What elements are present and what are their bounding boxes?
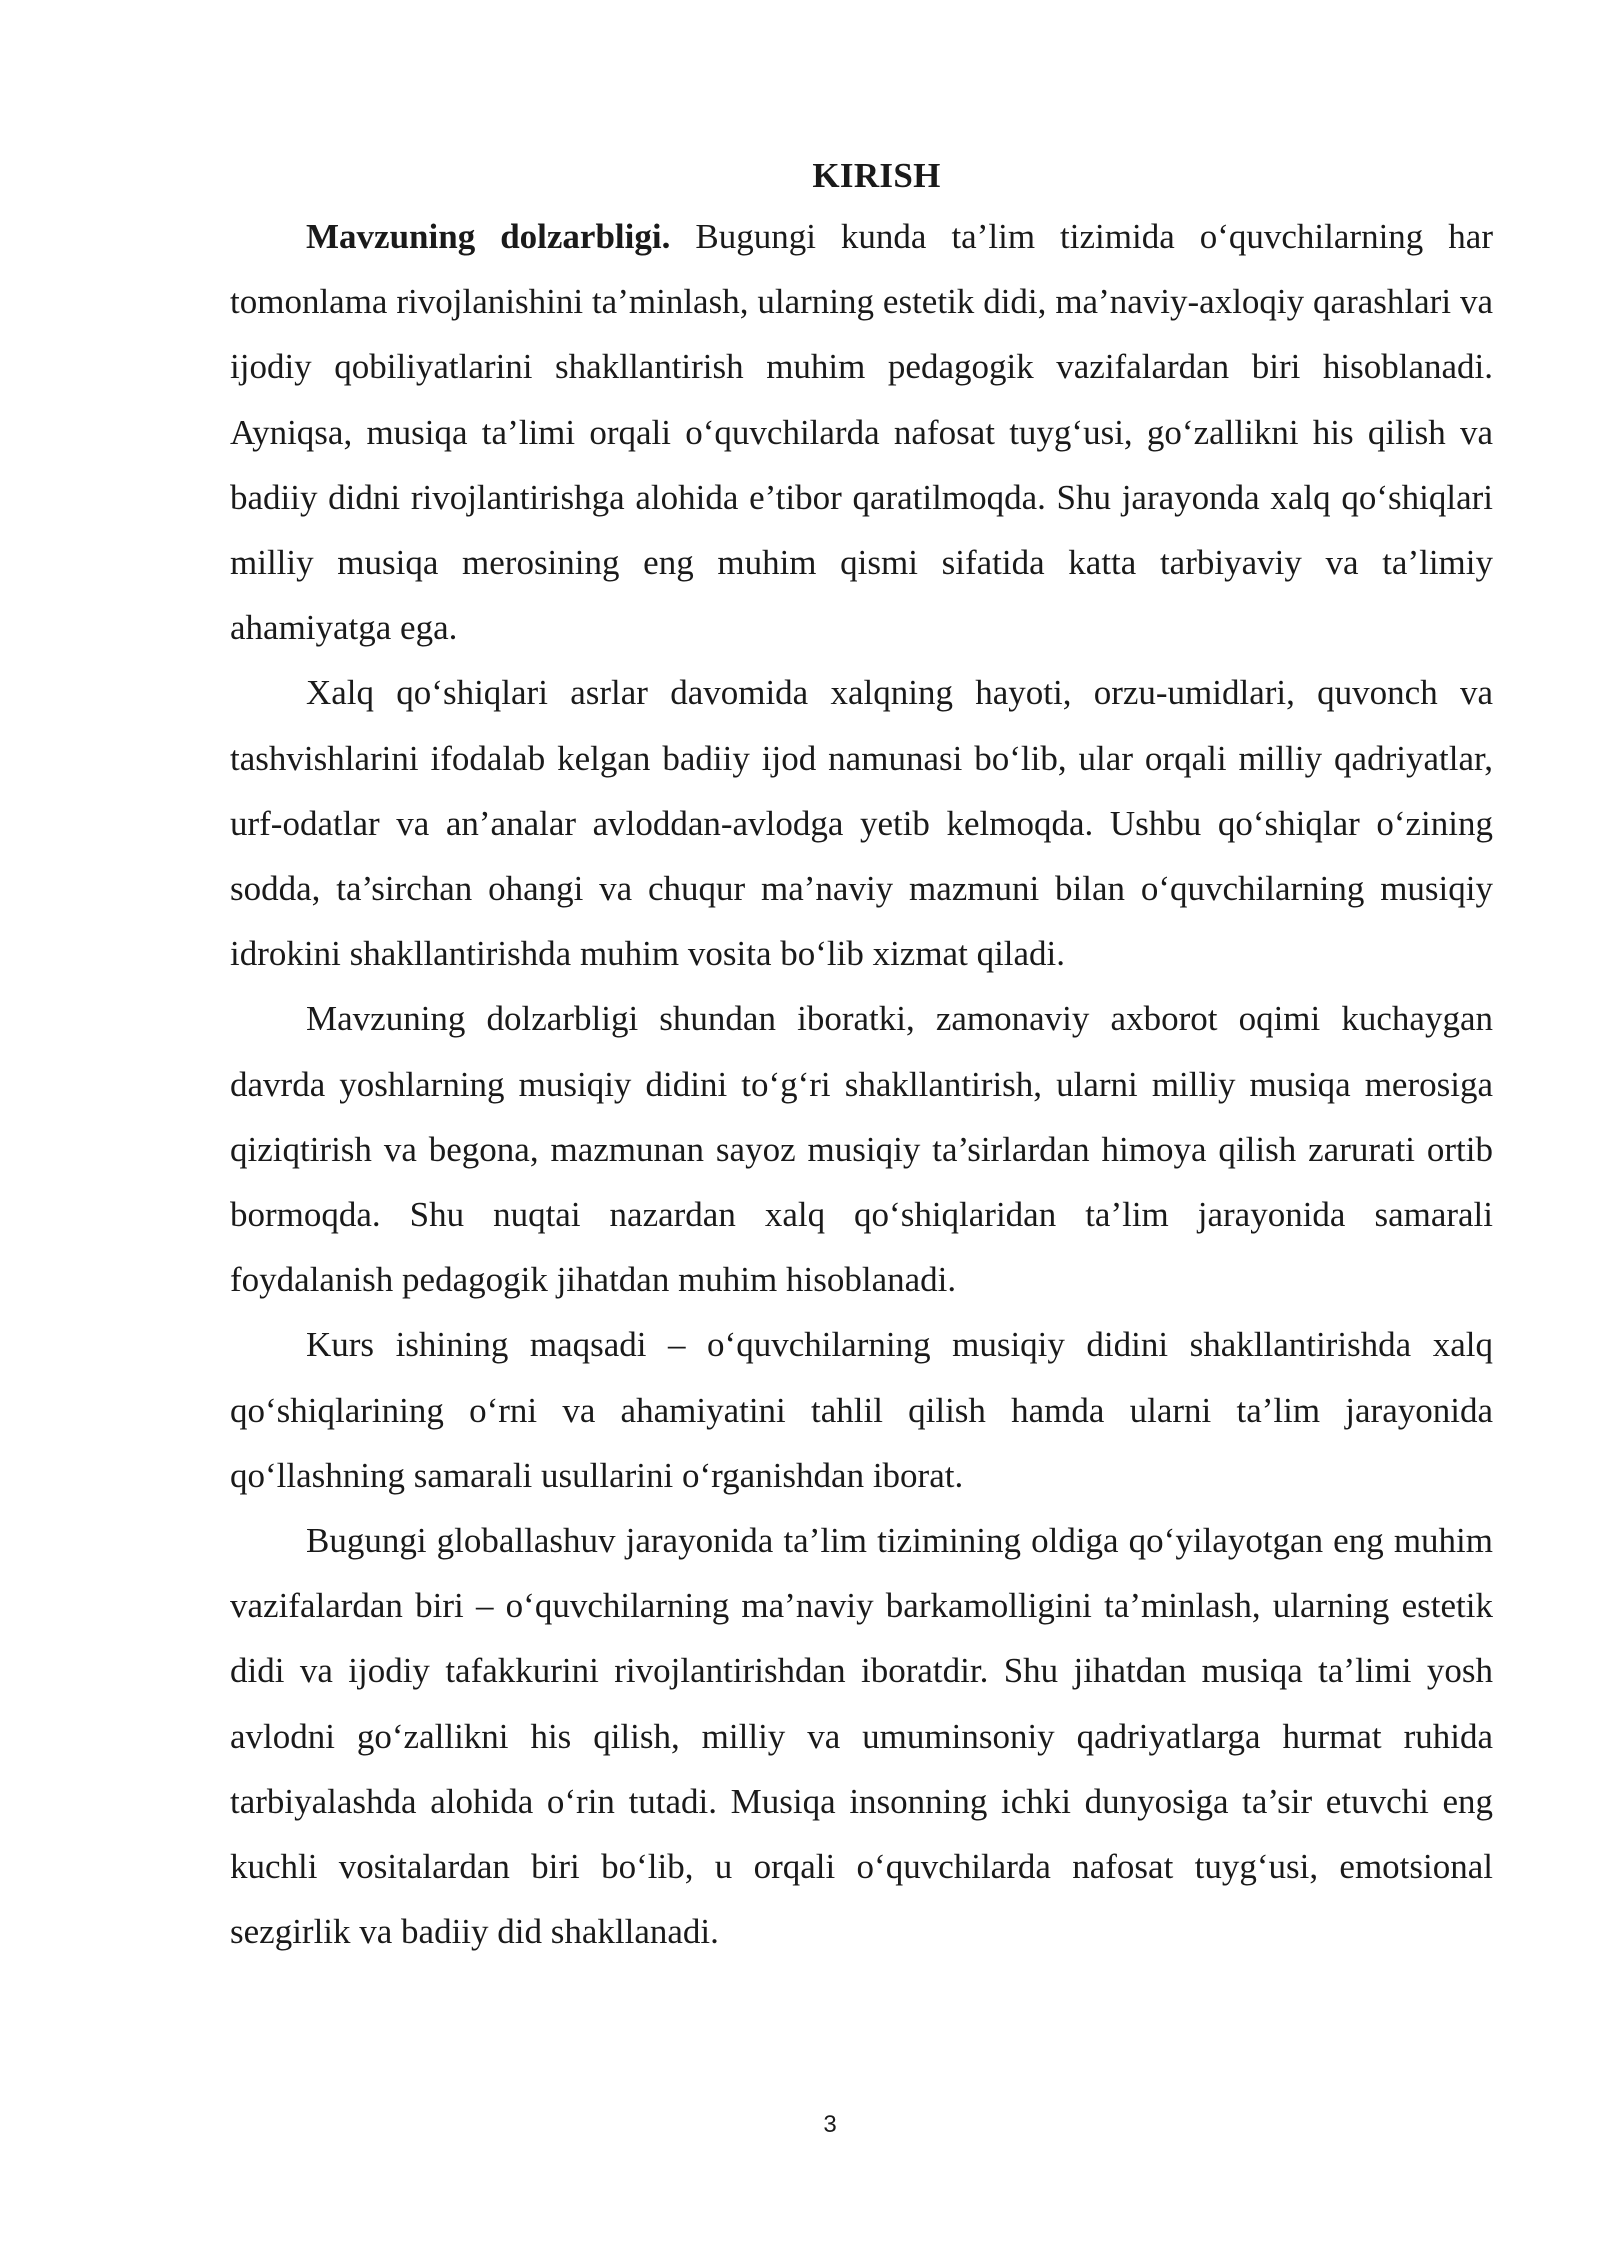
paragraph-folk-songs: [230, 660, 1493, 986]
paragraph-text: Xalq qo‘shiqlari asrlar davomida xalqning hayoti, orzu-umidlari, quvonch va tashvishlarini ifodalab kelgan badiiy ijod namunasi bo‘lib, ular orqali milliy qadriyatlar, urf-odatlar va an’analar avloddan-avlodga yetib kelmoqda. Ushbu qo‘shiqlar o‘zining sodda, ta’sirchan ohangi va chuqur ma’naviy mazmuni bilan o‘quvchilarning musiqiy idrokini shakllantirishda muhim vosita bo‘lib xizmat qiladi.: [230, 673, 1493, 974]
paragraph-text: Mavzuning dolzarbligi shundan iboratki, zamonaviy axborot oqimi kuchaygan davrda yoshlarning musiqiy didini to‘g‘ri shakllantirish, ularni milliy musiqa merosiga qiziqtirish va begona, mazmunan sayoz musiqiy ta’sirlardan himoya qilish zarurati ortib bormoqda. Shu nuqtai nazardan xalq qo‘shiqlaridan ta’lim jarayonida samarali foydalanish pedagogik jihatdan muhim hisoblanadi.: [230, 999, 1493, 1300]
paragraph-lead-term: Mavzuning dolzarbligi.: [306, 217, 671, 256]
page-body: [230, 148, 1493, 1964]
page-number: 3: [823, 2111, 837, 2138]
paragraph-purpose: [230, 1312, 1493, 1508]
paragraph-text: Bugungi globallashuv jarayonida ta’lim tizimining oldiga qo‘yilayotgan eng muhim vazifalardan biri – o‘quvchilarning ma’naviy barkamolligini ta’minlash, ularning estetik didi va ijodiy tafakkurini rivojlantirishdan iboratdir. Shu jihatdan musiqa ta’limi yosh avlodni go‘zallikni his qilish, milliy va umuminsoniy qadriyatlarga hurmat ruhida tarbiyalashda alohida o‘rin tutadi. Musiqa insonning ichki dunyosiga ta’sir etuvchi eng kuchli vositalardan biri bo‘lib, u orqali o‘quvchilarda nafosat tuyg‘usi, emotsional sezgirlik va badiiy did shakllanadi.: [230, 1521, 1493, 1952]
section-heading: KIRISH: [812, 156, 941, 195]
paragraph-text: Bugungi kunda ta’lim tizimida o‘quvchilarning har tomonlama rivojlanishini ta’minlash, ularning estetik didi, ma’naviy-axloqiy qarashlari va ijodiy qobiliyatlarini shakllantirish muhim pedagogik vazifalardan biri hisoblanadi. Ayniqsa, musiqa ta’limi orqali o‘quvchilarda nafosat tuyg‘usi, go‘zallikni his qilish va badiiy didni rivojlantirishga alohida e’tibor qaratilmoqda. Shu jarayonda xalq qo‘shiqlari milliy musiqa merosining eng muhim qismi sifatida katta tarbiyaviy va ta’limiy ahamiyatga ega.: [230, 217, 1493, 648]
paragraph-globalization: [230, 1508, 1493, 1964]
paragraph-relevance: [230, 986, 1493, 1312]
paragraph-text: Kurs ishining maqsadi – o‘quvchilarning musiqiy didini shakllantirishda xalq qo‘shiqlarining o‘rni va ahamiyatini tahlil qilish hamda ularni ta’lim jarayonida qo‘llashning samarali usullarini o‘rganishdan iborat.: [230, 1325, 1493, 1495]
paragraph-topicality: [230, 204, 1493, 660]
